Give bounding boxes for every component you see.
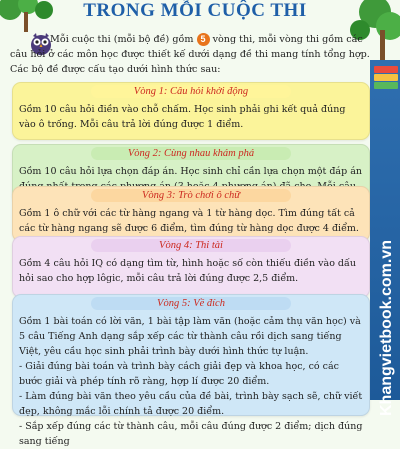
round-5-box	[12, 294, 370, 447]
round-3-text: Gồm 1 ô chữ với các từ hàng ngang và 1 từ hàng dọc. Tìm đúng tất cả các từ hàng ngang sẽ được 6 điểm, tìm đúng từ hàng dọc được 4 điểm.	[19, 208, 359, 234]
intro-text-end: vòng thi, mỗi vòng thi gồm các câu hỏi ở các môn học được thiết kế dưới dạng đề thi mang tính tổng hợp. Các bộ đề được cấu tạo dưới hình thức sau:	[10, 34, 370, 75]
round-4-text: Gồm 4 câu hỏi IQ có dạng tìm từ, hình hoặc số còn thiếu điền vào dấu hỏi sao cho hợp lôgic, mỗi câu trả lời đúng được 2,5 điểm.	[19, 258, 356, 284]
round-count-badge: 5	[197, 33, 210, 46]
intro-text-start: Mỗi cuộc thi (mỗi bộ đề) gồm	[50, 34, 194, 45]
page-title: TRONG MỖI CUỘC THI	[83, 0, 307, 21]
round-1-label: Vòng 1: Câu hỏi khởi động	[91, 85, 291, 98]
round-4-label: Vòng 4: Thi tài	[91, 239, 291, 252]
round-5-math-rule: - Giải đúng bài toán và trình bày cách giải đẹp và khoa học, có các bước giải và phép tính rõ ràng, hợp lí được 20 điểm.	[19, 361, 339, 387]
brand-sidebar	[370, 60, 400, 416]
sidebar-url-text	[372, 180, 398, 420]
round-3-box	[12, 186, 370, 242]
round-5-text: Gồm 1 bài toán có lời văn, 1 bài tập làm văn (hoặc cảm thụ văn học) và 5 câu Tiếng Anh dạng sắp xếp các từ thành câu rồi dịch sang tiếng Việt, yêu cầu học sinh phải trình bày dưới hình thức tự luận.	[19, 316, 361, 357]
round-4-box	[12, 236, 370, 298]
round-5-label: Vòng 5: Về đích	[91, 297, 291, 310]
round-1-text: Gồm 10 câu hỏi điền vào chỗ chấm. Học sinh phải ghi kết quả đúng vào ô trống. Mỗi câu trả lời đúng được 1 điểm.	[19, 104, 346, 130]
round-2-text: Gồm 10 câu hỏi lựa chọn đáp án. Học sinh chỉ cần lựa chọn một đáp án	[19, 166, 362, 177]
intro-paragraph	[10, 32, 372, 77]
sidebar-url-label: Khangvietbook.com.vn	[378, 239, 395, 416]
round-3-label: Vòng 3: Trò chơi ô chữ	[91, 189, 291, 202]
round-1-box	[12, 82, 370, 140]
round-2-label: Vòng 2: Cùng nhau khám phá	[91, 147, 291, 160]
round-5-essay-rule: - Làm đúng bài văn theo yêu cầu của đề bài, trình bày sạch sẽ, chữ viết đẹp, không mắc lỗi chính tả được 20 điểm.	[19, 391, 363, 417]
round-5-english-rule: - Sắp xếp đúng các từ thành câu, mỗi câu đúng được 2 điểm; dịch đúng sang tiếng	[19, 421, 363, 447]
